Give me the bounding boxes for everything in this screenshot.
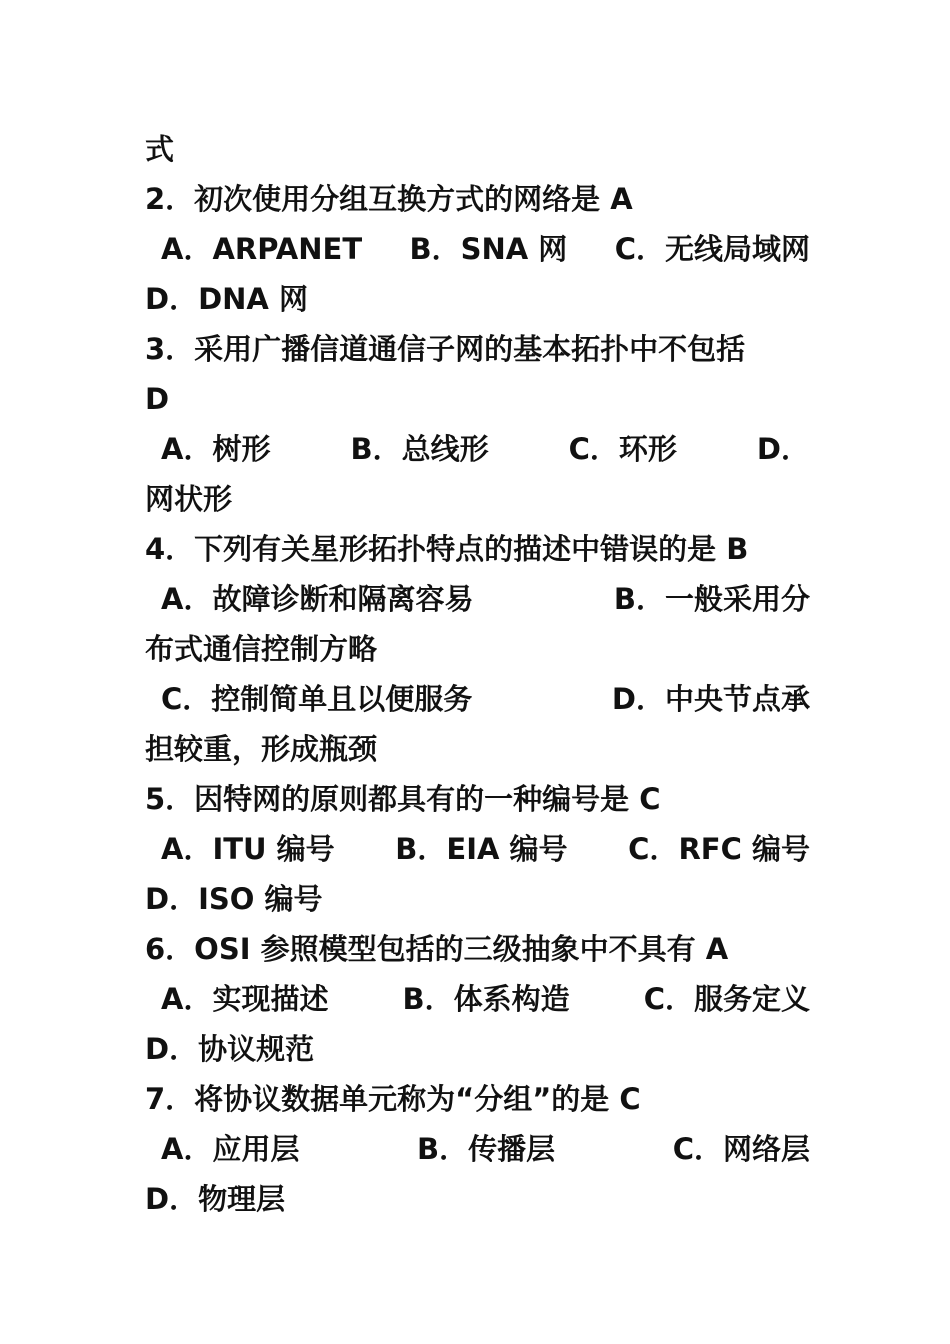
option-row [145, 674, 810, 724]
document-page [145, 124, 810, 1224]
option-c: C．RFC 编号 [628, 832, 810, 866]
option-b: B．一般采用分 [613, 582, 810, 616]
option-c: C．控制简单且以便服务 [161, 682, 473, 716]
option-b: B．SNA 网 [409, 232, 568, 266]
question-4: 4．下列有关星形拓扑特点的描述中错误的是 B [145, 532, 749, 566]
option-b: B．传播层 [417, 1132, 556, 1166]
option-b: B．体系构造 [402, 982, 570, 1016]
question-2: 2．初次使用分组互换方式的网络是 A [145, 182, 633, 216]
option-a: A．应用层 [161, 1132, 300, 1166]
answer-line: D [145, 382, 170, 416]
text-line: 式 [145, 132, 175, 166]
option-d: D．协议规范 [145, 1032, 315, 1066]
question-6: 6．OSI 参照模型包括的三级抽象中不具有 A [145, 932, 729, 966]
option-row [145, 224, 810, 274]
option-d: D．中央节点承 [611, 682, 810, 716]
option-row [145, 974, 810, 1024]
option-row [145, 424, 810, 474]
option-d: D．物理层 [145, 1182, 286, 1216]
option-row [145, 824, 810, 874]
option-b: B．总线形 [350, 432, 489, 466]
option-a: A．ARPANET [161, 232, 363, 266]
question-5: 5．因特网的原则都具有的一种编号是 C [145, 782, 661, 816]
option-c: C．无线局域网 [614, 232, 810, 266]
option-continuation: 网状形 [145, 482, 233, 516]
option-continuation: 担较重，形成瓶颈 [145, 732, 378, 766]
option-c: C．网络层 [672, 1132, 810, 1166]
option-c: C．环形 [568, 432, 677, 466]
question-3: 3．采用广播信道通信子网的基本拓扑中不包括 [145, 332, 746, 366]
option-a: A．故障诊断和隔离容易 [161, 582, 474, 616]
question-7: 7．将协议数据单元称为“分组”的是 C [145, 1082, 641, 1116]
option-continuation: 布式通信控制方略 [145, 632, 378, 666]
option-a: A．实现描述 [161, 982, 329, 1016]
option-row [145, 1124, 810, 1174]
option-c: C．服务定义 [643, 982, 810, 1016]
option-d: D． [756, 432, 810, 466]
option-a: A．ITU 编号 [161, 832, 335, 866]
option-a: A．树形 [161, 432, 271, 466]
option-d: D．DNA 网 [145, 282, 308, 316]
option-row [145, 574, 810, 624]
option-b: B．EIA 编号 [395, 832, 568, 866]
option-d: D．ISO 编号 [145, 882, 323, 916]
